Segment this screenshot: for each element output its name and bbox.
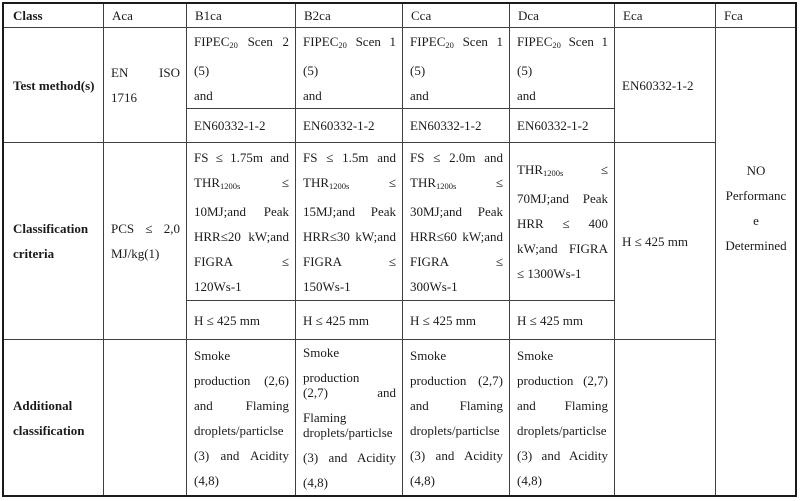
- text-line: [303, 249, 396, 274]
- text-segment: EN60332-1-2: [622, 77, 694, 93]
- text-segment: (3) and Acidity: [303, 450, 396, 465]
- text-line: [410, 274, 503, 299]
- cell-dca-test-fipec: [510, 28, 615, 109]
- text-segment: ≤: [240, 174, 289, 190]
- text-segment: (3) and Acidity: [410, 447, 503, 463]
- text-line: [410, 199, 503, 224]
- text-segment: Smoke: [517, 347, 554, 363]
- text-segment: THR: [194, 174, 220, 190]
- text-segment: kW;and FIGRA: [517, 241, 608, 256]
- text-line: [410, 145, 503, 170]
- text-line: [303, 380, 396, 425]
- text-line: [303, 83, 396, 108]
- text-segment: production (2,7): [517, 372, 608, 388]
- text-segment: HRR≤60 kW;and: [410, 228, 503, 244]
- text-line: [303, 29, 396, 58]
- header-cell-aca: Aca: [104, 4, 187, 28]
- text-segment: FIPEC: [517, 33, 553, 49]
- text-line: [194, 308, 289, 333]
- text-segment: 30MJ;and Peak: [410, 203, 503, 219]
- text-segment: and: [410, 87, 429, 103]
- text-line: [194, 249, 289, 274]
- text-segment: H ≤ 425 mm: [410, 312, 476, 328]
- text-segment: production (2,6): [194, 372, 289, 388]
- text-line: [517, 29, 608, 58]
- text-line: [517, 113, 608, 138]
- text-segment: (4,8): [410, 472, 435, 488]
- text-segment: 10MJ;and Peak: [194, 203, 289, 219]
- subscript-text: 20: [338, 39, 347, 50]
- cell-dca-additional: [510, 340, 615, 495]
- text-line: [303, 170, 396, 199]
- text-line: [517, 468, 608, 493]
- cell-eca-additional-empty: [615, 340, 716, 495]
- text-segment: Scen 1: [346, 33, 396, 49]
- subscript-text: 20: [552, 39, 561, 50]
- text-line: [410, 113, 503, 138]
- text-line: [303, 445, 396, 470]
- text-segment: FS ≤ 1.75m and: [194, 149, 289, 165]
- text-line: [303, 340, 396, 385]
- cell-b2ca-test-fipec: [296, 28, 403, 109]
- text-segment: EN60332-1-2: [410, 118, 482, 133]
- text-segment: FIGRA ≤: [410, 253, 503, 269]
- text-line: [410, 343, 503, 368]
- text-segment: 1716: [111, 90, 137, 105]
- text-line: [517, 236, 608, 261]
- text-segment: (2,7) and Flaming: [303, 385, 396, 425]
- text-line: [194, 274, 289, 299]
- cell-cca-additional: [403, 340, 510, 495]
- text-segment: (4,8): [517, 472, 542, 488]
- text-segment: and: [303, 87, 322, 103]
- text-segment: (5): [517, 62, 533, 78]
- text-segment: production (2,7): [410, 372, 503, 388]
- text-segment: (5): [194, 62, 210, 78]
- text-segment: and Flaming: [517, 397, 608, 413]
- text-line: [723, 233, 789, 258]
- text-line: [723, 208, 789, 233]
- text-line: [622, 73, 709, 98]
- text-line: [194, 418, 289, 443]
- cell-dca-height: [510, 301, 615, 340]
- text-segment: (5): [410, 62, 426, 78]
- subscript-text: 1200s: [220, 180, 241, 191]
- text-line: [303, 145, 396, 170]
- text-segment: droplets/particlse: [410, 422, 500, 438]
- text-line: [303, 224, 396, 249]
- text-line: [410, 443, 503, 468]
- text-segment: ≤ 1300Ws-1: [517, 266, 582, 281]
- text-segment: ≤: [563, 162, 608, 177]
- cell-aca-additional-empty: [104, 340, 187, 495]
- row-label-classification-criteria: Classification criteria: [4, 143, 104, 340]
- cell-b2ca-height: [296, 301, 403, 340]
- text-line: [194, 113, 289, 138]
- cell-fca-no-performance-determined: [716, 28, 795, 495]
- text-segment: H ≤ 425 mm: [194, 312, 260, 328]
- text-segment: 150Ws-1: [303, 278, 351, 294]
- text-segment: ≤: [349, 174, 396, 190]
- text-line: [194, 145, 289, 170]
- text-line: [410, 29, 503, 58]
- text-segment: PCS ≤ 2,0: [111, 221, 180, 236]
- cell-eca-height: [615, 143, 716, 340]
- text-line: [111, 216, 180, 241]
- text-line: [303, 274, 396, 299]
- classification-table: [2, 2, 797, 497]
- cell-b1ca-test-en60332: [187, 109, 296, 143]
- text-segment: (5): [303, 62, 319, 78]
- text-segment: THR: [410, 174, 436, 190]
- text-line: [194, 170, 289, 199]
- text-segment: FS ≤ 2.0m and: [410, 149, 503, 165]
- text-segment: FIPEC: [410, 33, 446, 49]
- text-line: [111, 60, 180, 85]
- text-line: [303, 308, 396, 333]
- header-cell-dca: Dca: [510, 4, 615, 28]
- cell-b2ca-additional: [296, 340, 403, 495]
- text-segment: H ≤ 425 mm: [622, 233, 688, 249]
- cell-b1ca-test-fipec: [187, 28, 296, 109]
- text-line: [194, 58, 289, 83]
- cell-b1ca-criteria: [187, 143, 296, 301]
- text-line: [517, 443, 608, 468]
- text-segment: FIPEC: [194, 33, 230, 49]
- cell-cca-test-en60332: [403, 109, 510, 143]
- text-line: [517, 261, 608, 286]
- text-segment: EN ISO: [111, 65, 180, 80]
- text-line: [517, 368, 608, 393]
- text-segment: Determined: [725, 238, 787, 253]
- row-label-test-method: Test method(s): [4, 28, 104, 143]
- text-line: [410, 224, 503, 249]
- text-line: [194, 443, 289, 468]
- text-line: [194, 83, 289, 108]
- text-segment: Smoke production: [303, 345, 360, 385]
- text-line: [723, 158, 789, 183]
- header-cell-b1ca: B1ca: [187, 4, 296, 28]
- text-line: [194, 393, 289, 418]
- text-line: [410, 170, 503, 199]
- text-line: [303, 470, 396, 495]
- text-line: [194, 368, 289, 393]
- text-line: [410, 58, 503, 83]
- cell-b1ca-additional: [187, 340, 296, 495]
- text-line: [410, 468, 503, 493]
- text-line: [410, 418, 503, 443]
- cell-b2ca-criteria: [296, 143, 403, 301]
- header-cell-class: Class: [4, 4, 104, 28]
- text-line: [517, 418, 608, 443]
- text-segment: and: [194, 87, 213, 103]
- subscript-text: 1200s: [329, 180, 350, 191]
- text-segment: HRR≤30 kW;and: [303, 228, 396, 244]
- cell-cca-criteria: [403, 143, 510, 301]
- text-segment: 120Ws-1: [194, 278, 242, 294]
- subscript-text: 1200s: [543, 168, 564, 178]
- text-line: [410, 368, 503, 393]
- text-segment: H ≤ 425 mm: [517, 312, 583, 328]
- header-cell-b2ca: B2ca: [296, 4, 403, 28]
- text-line: [194, 468, 289, 493]
- text-segment: Scen 1: [560, 33, 608, 49]
- subscript-text: 1200s: [436, 180, 457, 191]
- text-segment: and: [517, 87, 536, 103]
- text-line: [303, 113, 396, 138]
- text-line: [303, 58, 396, 83]
- text-segment: and Flaming: [194, 397, 289, 413]
- cell-b1ca-height: [187, 301, 296, 340]
- text-line: [517, 343, 608, 368]
- text-segment: droplets/particlse: [303, 425, 393, 440]
- text-line: [410, 249, 503, 274]
- text-segment: Scen 1: [453, 33, 503, 49]
- cell-b2ca-test-en60332: [296, 109, 403, 143]
- text-segment: Performanc: [725, 188, 787, 203]
- header-cell-fca: Fca: [716, 4, 795, 28]
- cell-eca-test-en60332: [615, 28, 716, 143]
- text-line: [622, 229, 709, 254]
- text-segment: (3) and Acidity: [517, 447, 608, 463]
- text-line: [723, 183, 789, 208]
- text-line: [111, 241, 180, 266]
- text-line: [410, 308, 503, 333]
- text-segment: Smoke: [194, 347, 231, 363]
- header-cell-eca: Eca: [615, 4, 716, 28]
- text-segment: HRR≤20 kW;and: [194, 228, 289, 244]
- text-segment: and Flaming: [410, 397, 503, 413]
- text-segment: THR: [517, 162, 543, 177]
- text-segment: HRR ≤ 400: [517, 216, 608, 231]
- text-segment: droplets/particlse: [194, 422, 284, 438]
- text-segment: H ≤ 425 mm: [303, 312, 369, 328]
- subscript-text: 20: [229, 39, 238, 50]
- text-segment: NO: [746, 163, 766, 178]
- text-line: [517, 308, 608, 333]
- cell-cca-test-fipec: [403, 28, 510, 109]
- text-segment: FIPEC: [303, 33, 339, 49]
- text-segment: (4,8): [194, 472, 219, 488]
- text-segment: 300Ws-1: [410, 278, 458, 294]
- text-line: [303, 199, 396, 224]
- text-line: [194, 343, 289, 368]
- text-line: [410, 83, 503, 108]
- text-segment: EN60332-1-2: [194, 118, 266, 133]
- text-line: [517, 186, 608, 211]
- text-line: [194, 224, 289, 249]
- text-line: [517, 157, 608, 186]
- text-segment: FIGRA ≤: [194, 253, 289, 269]
- cell-dca-criteria: [510, 143, 615, 301]
- text-line: [517, 83, 608, 108]
- text-segment: ≤: [456, 174, 503, 190]
- text-segment: EN60332-1-2: [303, 118, 375, 133]
- header-cell-cca: Cca: [403, 4, 510, 28]
- text-line: [303, 420, 396, 445]
- text-segment: Smoke: [410, 347, 447, 363]
- cell-aca-criteria: [104, 143, 187, 340]
- text-segment: e: [753, 213, 759, 228]
- text-segment: (4,8): [303, 475, 328, 490]
- cell-aca-test-method: [104, 28, 187, 143]
- text-segment: FS ≤ 1.5m and: [303, 149, 396, 165]
- text-segment: FIGRA ≤: [303, 253, 396, 269]
- subscript-text: 20: [445, 39, 454, 50]
- cell-cca-height: [403, 301, 510, 340]
- text-line: [517, 393, 608, 418]
- text-segment: droplets/particlse: [517, 422, 607, 438]
- text-line: [517, 58, 608, 83]
- cell-dca-test-en60332: [510, 109, 615, 143]
- text-line: [410, 393, 503, 418]
- text-line: [194, 29, 289, 58]
- text-segment: MJ/kg(1): [111, 246, 160, 261]
- text-line: [111, 85, 180, 110]
- row-label-additional-classification: Additional classification: [4, 340, 104, 495]
- text-segment: Scen 2: [237, 33, 289, 49]
- text-segment: 70MJ;and Peak: [517, 191, 608, 206]
- text-segment: EN60332-1-2: [517, 118, 589, 133]
- text-segment: THR: [303, 174, 329, 190]
- text-segment: 15MJ;and Peak: [303, 203, 396, 219]
- text-line: [194, 199, 289, 224]
- text-segment: (3) and Acidity: [194, 447, 289, 463]
- text-line: [517, 211, 608, 236]
